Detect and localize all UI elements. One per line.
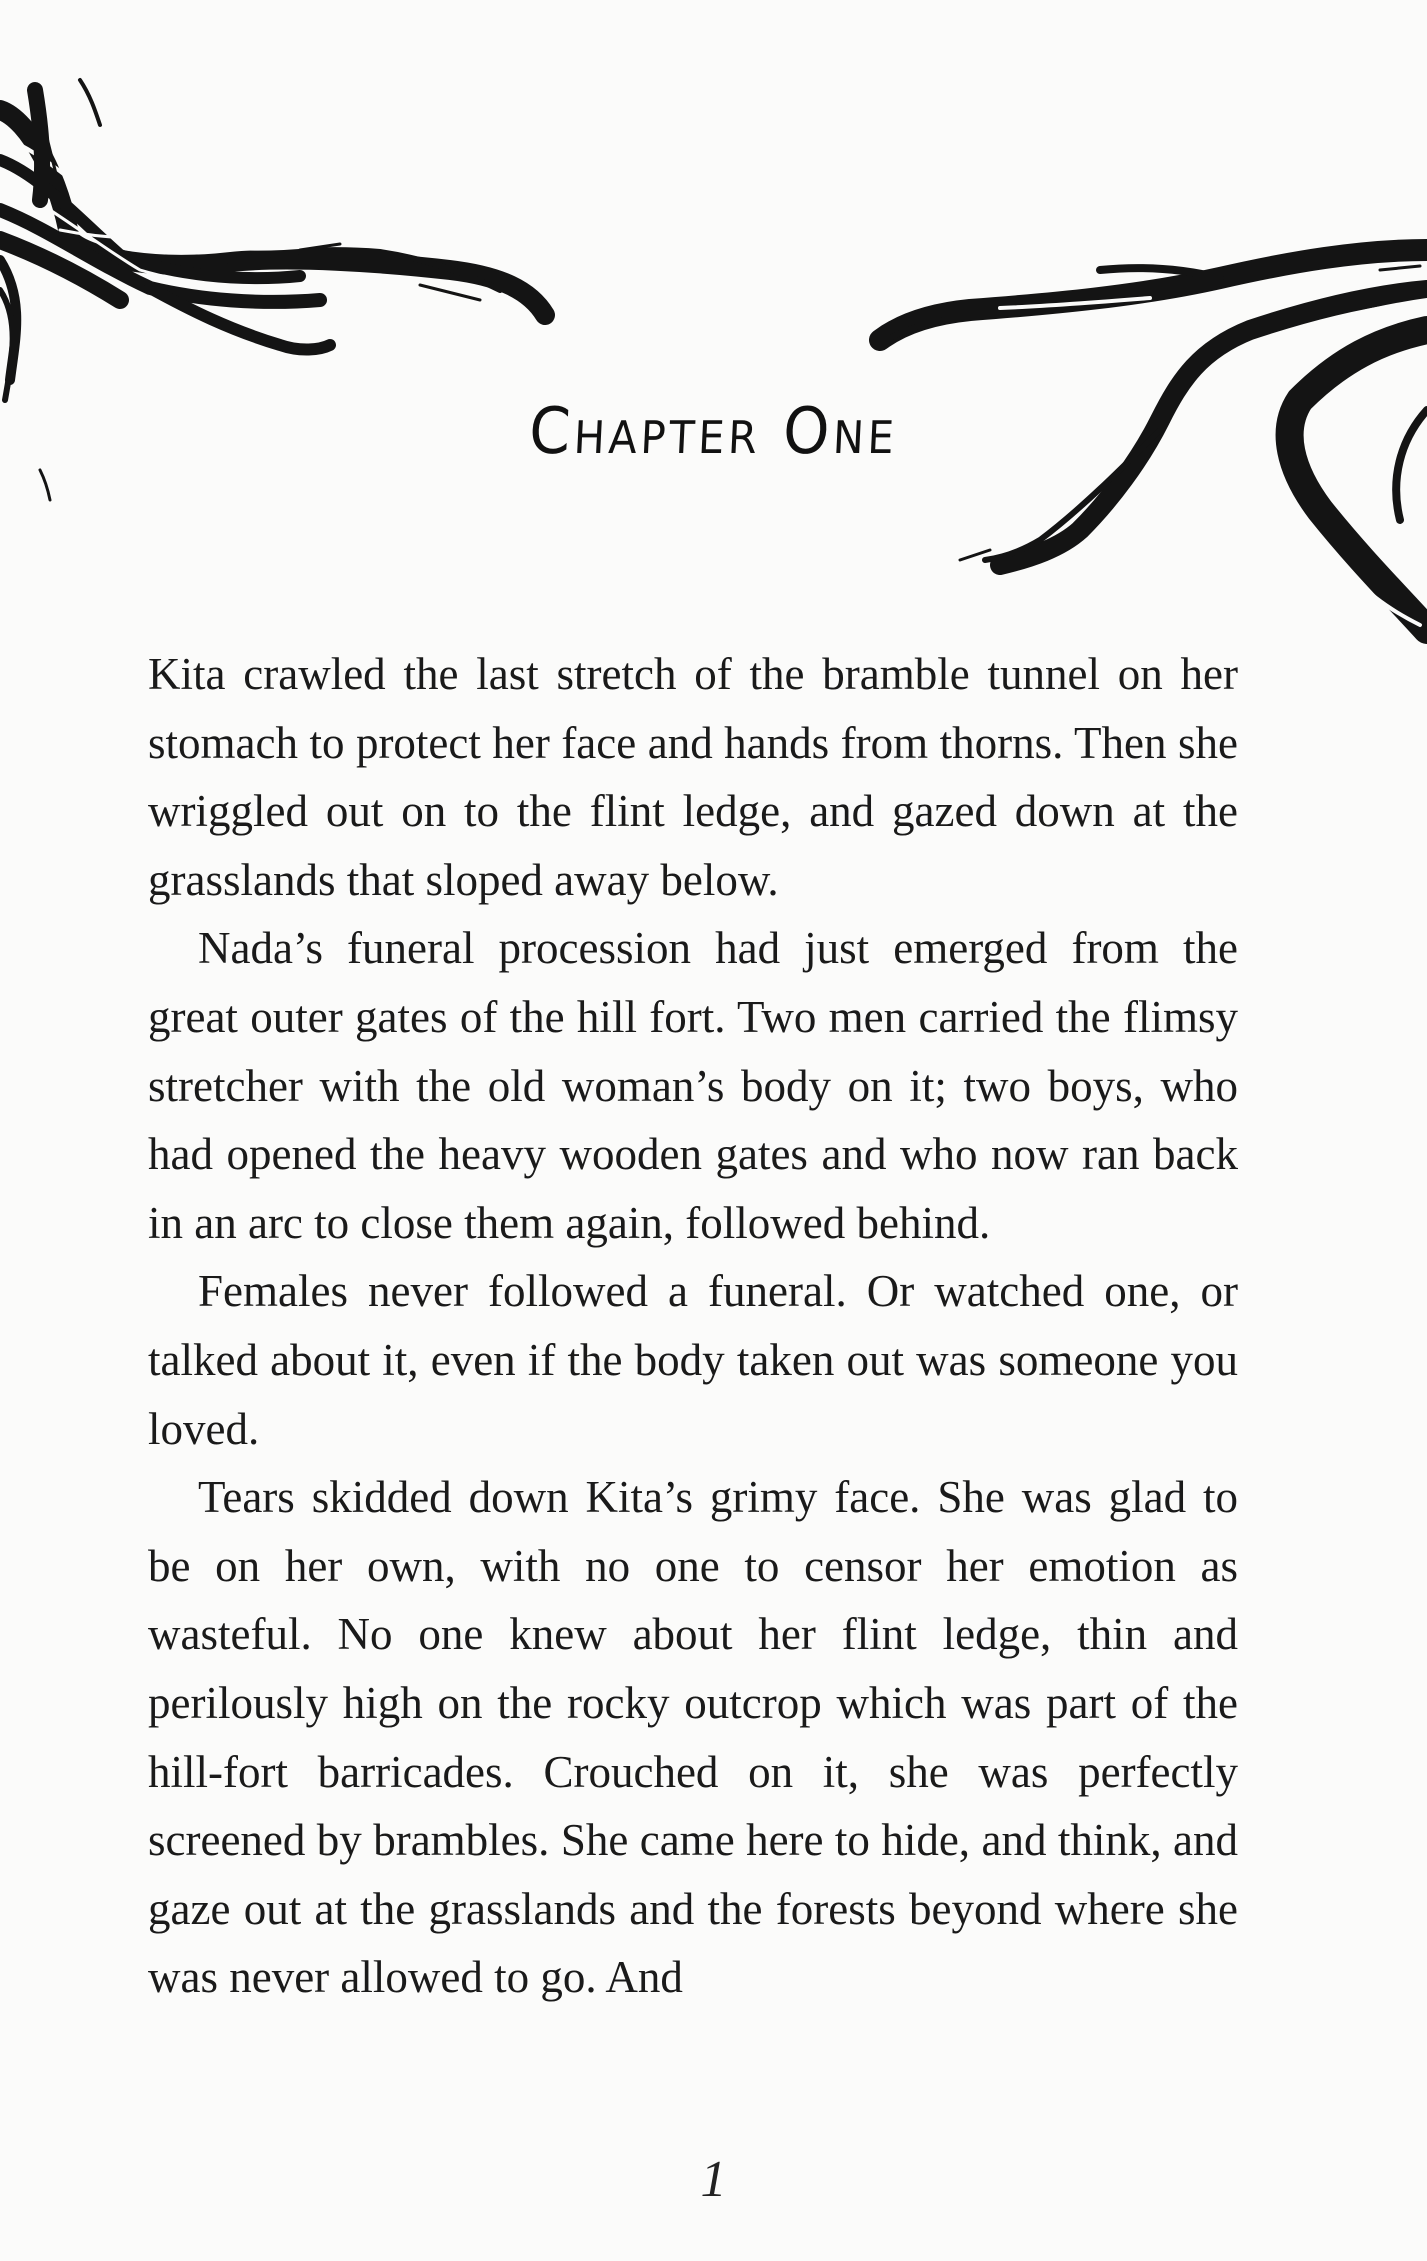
paragraph: Females never followed a funeral. Or watched one, or talked about it, even if the body taken out was someone you loved. [148, 1266, 1238, 1454]
branch-decoration [0, 0, 1427, 700]
chapter-title: Chapter One [527, 395, 900, 469]
chapter-body [148, 640, 1238, 2012]
paragraph: Tears skidded down Kita’s grimy face. She was glad to be on her own, with no one to censor her emotion as wasteful. No one knew about her flint ledge, thin and perilously high on the rocky outcrop which was part of the hill-fort barricades. Crouched on it, she was perfectly screened by brambles. She came here to hide, and think, and gaze out at the grasslands and the forests beyond where she was never allowed to go. And [148, 1472, 1238, 2003]
paragraph: Nada’s funeral procession had just emerged from the great outer gates of the hill fort. Two men carried the flimsy stretcher with the old woman’s body on it; two boys, who had opened the heavy wooden gates and who now ran back in an arc to close them again, followed behind. [148, 923, 1238, 1248]
page-number: 1 [700, 2151, 727, 2208]
paragraph: Kita crawled the last stretch of the bramble tunnel on her stomach to protect her face and hands from thorns. Then she wriggled out on to the flint ledge, and gazed down at the grasslands that sloped away below. [148, 649, 1238, 905]
